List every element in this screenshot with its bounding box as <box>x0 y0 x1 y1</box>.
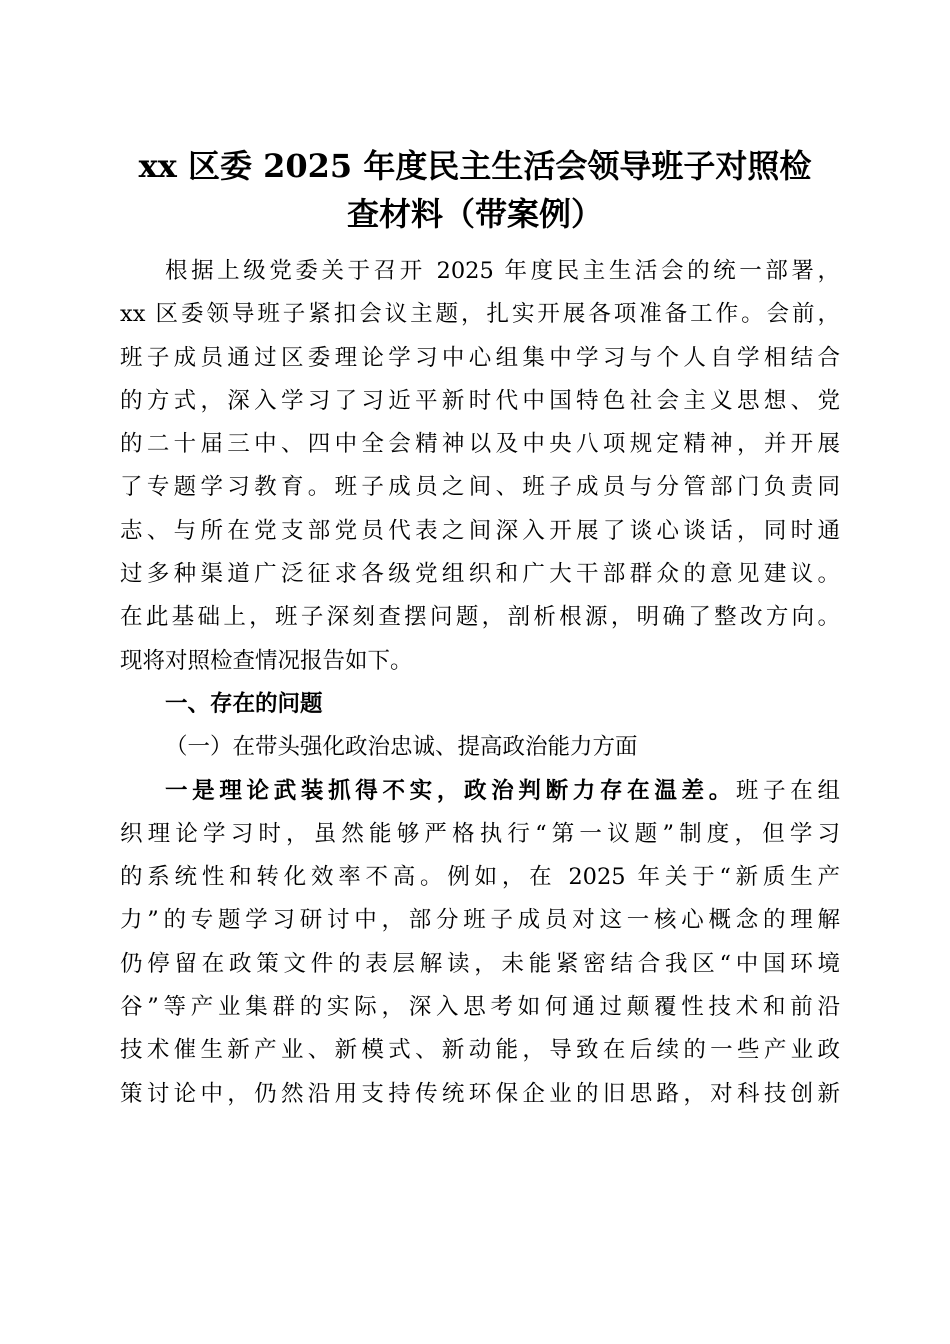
point-line: 技术催生新产业、新模式、新动能，导致在后续的一些产业政 <box>120 1037 840 1064</box>
section-heading: 一、存在的问题 <box>165 690 323 717</box>
point-lead: 一是理论武装抓得不实，政治判断力存在温差。 <box>165 777 736 804</box>
point-line: 仍停留在政策文件的表层解读，未能紧密结合我区“中国环境 <box>120 950 840 977</box>
point-first-line <box>120 770 840 813</box>
title-line-2: 查材料（带案例） <box>346 195 603 233</box>
intro-line: 的方式，深入学习了习近平新时代中国特色社会主义思想、党 <box>120 387 840 414</box>
intro-line: 根据上级党委关于召开 2025 年度民主生活会的统一部署， <box>165 258 840 284</box>
point-line: 的系统性和转化效率不高。例如，在 2025 年关于“新质生产 <box>120 864 840 891</box>
intro-line: 现将对照检查情况报告如下。 <box>120 647 413 674</box>
intro-line: 在此基础上，班子深刻查摆问题，剖析根源，明确了整改方向。 <box>120 604 840 631</box>
point-line: 策讨论中，仍然沿用支持传统环保企业的旧思路，对科技创新 <box>120 1080 840 1107</box>
intro-line: 班子成员通过区委理论学习中心组集中学习与个人自学相结合 <box>120 344 840 371</box>
sub-heading: （一）在带头强化政治忠诚、提高政治能力方面 <box>165 734 638 761</box>
intro-line: 的二十届三中、四中全会精神以及中央八项规定精神，并开展 <box>120 431 840 458</box>
point-line: 班子在组 <box>735 777 840 804</box>
intro-line: 了专题学习教育。班子成员之间、班子成员与分管部门负责同 <box>120 474 840 501</box>
intro-line: 志、与所在党支部党员代表之间深入开展了谈心谈话，同时通 <box>120 517 840 544</box>
point-paragraph <box>120 770 840 1116</box>
intro-line: 过多种渠道广泛征求各级党组织和广大干部群众的意见建议。 <box>120 561 840 588</box>
document-body <box>120 250 840 1116</box>
title-line-1: xx 区委 2025 年度民主生活会领导班子对照检 <box>138 147 812 185</box>
intro-line: xx 区委领导班子紧扣会议主题，扎实开展各项准备工作。会前， <box>120 301 840 328</box>
point-line: 谷”等产业集群的实际，深入思考如何通过颠覆性技术和前沿 <box>120 994 840 1021</box>
point-line: 力”的专题学习研讨中，部分班子成员对这一核心概念的理解 <box>120 907 840 934</box>
document-title <box>100 142 850 238</box>
intro-paragraph <box>120 250 840 683</box>
point-line: 织理论学习时，虽然能够严格执行“第一议题”制度，但学习 <box>120 820 840 847</box>
